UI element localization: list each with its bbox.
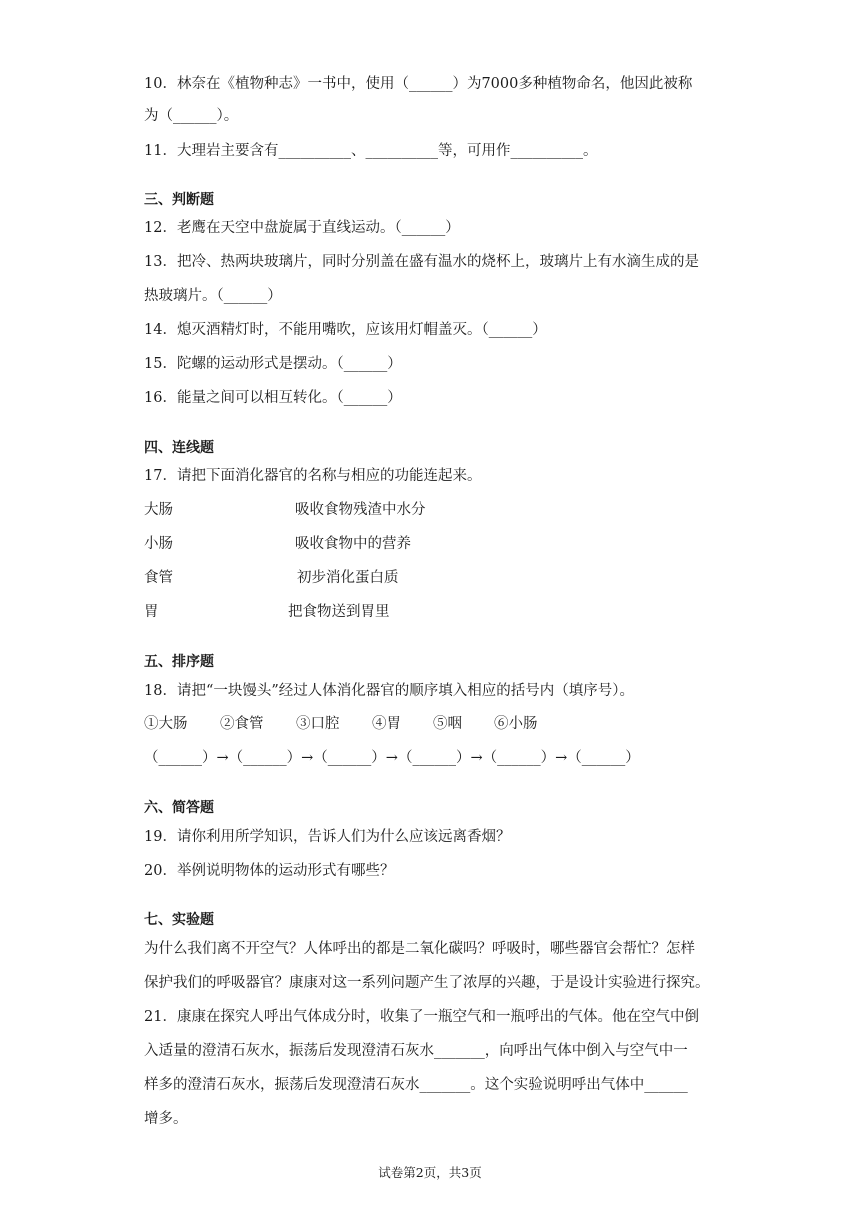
q20: 20．举例说明物体的运动形式有哪些？ <box>144 863 395 879</box>
order-option: ①大肠 <box>144 716 188 732</box>
page-footer: 试卷第2页，共3页 <box>378 1165 482 1180</box>
q17: 17．请把下面消化器官的名称与相应的功能连起来。 <box>144 468 482 484</box>
section-order-title: 五、排序题 <box>144 654 214 670</box>
q15: 15．陀螺的运动形式是摆动。（______） <box>144 356 402 372</box>
organ-item: 小肠 <box>144 536 173 552</box>
function-item: 把食物送到胃里 <box>288 604 390 620</box>
order-option: ⑤咽 <box>433 716 462 732</box>
q21-line3: 样多的澄清石灰水，振荡后发现澄清石灰水_______。这个实验说明呼出气体中______ <box>144 1077 688 1093</box>
q21-line2: 入适量的澄清石灰水，振荡后发现澄清石灰水_______，向呼出气体中倒入与空气中一 <box>144 1043 688 1059</box>
q16: 16．能量之间可以相互转化。（______） <box>144 390 402 406</box>
order-option: ⑥小肠 <box>494 716 538 732</box>
q14: 14．熄灭酒精灯时，不能用嘴吹，应该用灯帽盖灭。（______） <box>144 322 547 338</box>
q13-line1: 13．把冷、热两块玻璃片，同时分别盖在盛有温水的烧杯上，玻璃片上有水滴生成的是 <box>144 254 699 270</box>
q13-line2: 热玻璃片。（______） <box>144 288 282 304</box>
function-item: 吸收食物残渣中水分 <box>295 502 426 518</box>
organ-item: 食管 <box>144 570 173 586</box>
function-item: 初步消化蛋白质 <box>297 570 399 586</box>
q18: 18．请把“一块馒头”经过人体消化器官的顺序填入相应的括号内（填序号）。 <box>144 683 635 699</box>
section-judge-title: 三、判断题 <box>144 192 214 208</box>
experiment-intro-line1: 为什么我们离不开空气？人体呼出的都是二氧化碳吗？呼吸时，哪些器官会帮忙？怎样 <box>144 941 695 957</box>
q10-line2: 为（______）。 <box>144 108 239 124</box>
q21-line4: 增多。 <box>144 1111 188 1127</box>
q10-line1: 10．林奈在《植物种志》一书中，使用（______）为7000多种植物命名，他因此被称 <box>144 76 693 92</box>
order-option: ④胃 <box>372 716 401 732</box>
section-short-answer-title: 六、简答题 <box>144 800 214 816</box>
order-option: ②食管 <box>220 716 264 732</box>
order-option: ③口腔 <box>296 716 340 732</box>
q21-line1: 21．康康在探究人呼出气体成分时，收集了一瓶空气和一瓶呼出的气体。他在空气中倒 <box>144 1009 699 1025</box>
q11: 11．大理岩主要含有__________、__________等，可用作__________。 <box>144 143 598 159</box>
q19: 19．请你利用所学知识，告诉人们为什么应该远离香烟？ <box>144 829 511 845</box>
section-match-title: 四、连线题 <box>144 440 214 456</box>
q12: 12．老鹰在天空中盘旋属于直线运动。（______） <box>144 220 460 236</box>
order-answer-row: （______）→（______）→（______）→（______）→（______）→（______） <box>144 750 640 766</box>
organ-item: 大肠 <box>144 502 173 518</box>
section-experiment-title: 七、实验题 <box>144 912 214 928</box>
experiment-intro-line2: 保护我们的呼吸器官？康康对这一系列问题产生了浓厚的兴趣，于是设计实验进行探究。 <box>144 975 710 991</box>
function-item: 吸收食物中的营养 <box>295 536 411 552</box>
organ-item: 胃 <box>144 604 159 620</box>
